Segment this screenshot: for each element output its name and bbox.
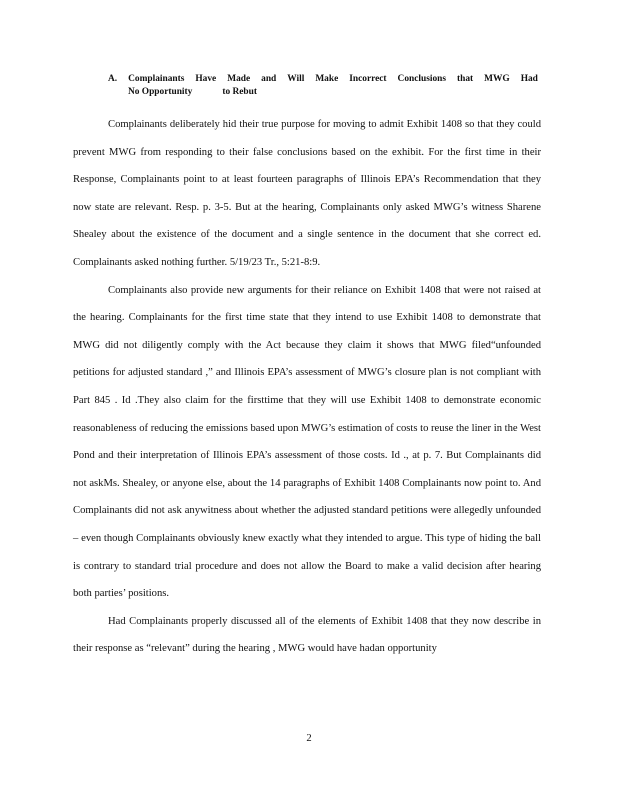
page-number: 2 — [306, 733, 312, 744]
paragraph-3: Had Complainants properly discussed all of the elements of Exhibit 1408 that they now describe in their response as “relevant” during the hearing , MWG would have hadan opportunity — [73, 615, 541, 655]
heading-word: Incorrect — [349, 74, 387, 84]
body-text — [73, 111, 541, 663]
heading-word: Complainants — [128, 74, 185, 84]
heading-word: and — [261, 74, 277, 84]
heading-word: Have — [195, 74, 217, 84]
heading-word: to Rebut — [222, 87, 257, 97]
section-heading-line-1 — [108, 73, 538, 86]
heading-word: MWG — [484, 74, 510, 84]
paragraph-1: Complainants deliberately hid their true purpose for moving to admit Exhibit 1408 so that they could prevent MWG from responding to their false conclusions based on the exhibit. For the first time in their Response, Complainants point to at least fourteen paragraphs of Illinois EPA’s Recommendation that they now state are relevant. Resp. p. 3-5. But at the hearing, Complainants only asked MWG’s witness Sharene Shealey about the existence of the document and a single sentence in the document that she correct ed. Complainants asked nothing further. 5/19/23 Tr., 5:21-8:9. — [73, 119, 541, 268]
section-heading — [108, 73, 538, 99]
heading-word: Will — [287, 74, 305, 84]
paragraph-2: Complainants also provide new arguments for their reliance on Exhibit 1408 that were not raised at the hearing. Complainants for the first time state that they intend to use Exhibit 1408 to demonstrate that MWG did not diligently comply with the Act because they claim it shows that MWG filed“unfounded petitions for adjusted standard ,” and Illinois EPA’s assessment of MWG’s closure plan is not compliant with Part 845 . Id .They also claim for the firsttime that they will use Exhibit 1408 to demonstrate economic reasonableness of reducing the emissions based upon MWG’s estimation of costs to reuse the liner in the West Pond and their interpretation of Illinois EPA’s assessment of those costs. Id ., at p. 7. But Complainants did not askMs. Shealey, or anyone else, about the 14 paragraphs of Exhibit 1408 Complainants now point to. And Complainants did not ask anywitness about whether the adjusted standard petitions were allegedly unfounded – even though Complainants obviously knew exactly what they intended to argue. This type of hiding the ball is contrary to standard trial procedure and does not allow the Board to make a valid decision after hearing both parties’ positions. — [73, 284, 541, 600]
heading-word: Conclusions — [397, 74, 447, 84]
heading-word: No Opportunity — [128, 87, 193, 97]
section-heading-line-2 — [108, 86, 538, 99]
heading-word: Make — [315, 74, 339, 84]
heading-word: Had — [520, 74, 538, 84]
heading-word: A. — [108, 74, 118, 84]
heading-word: Made — [227, 74, 251, 84]
heading-word: that — [457, 74, 474, 84]
